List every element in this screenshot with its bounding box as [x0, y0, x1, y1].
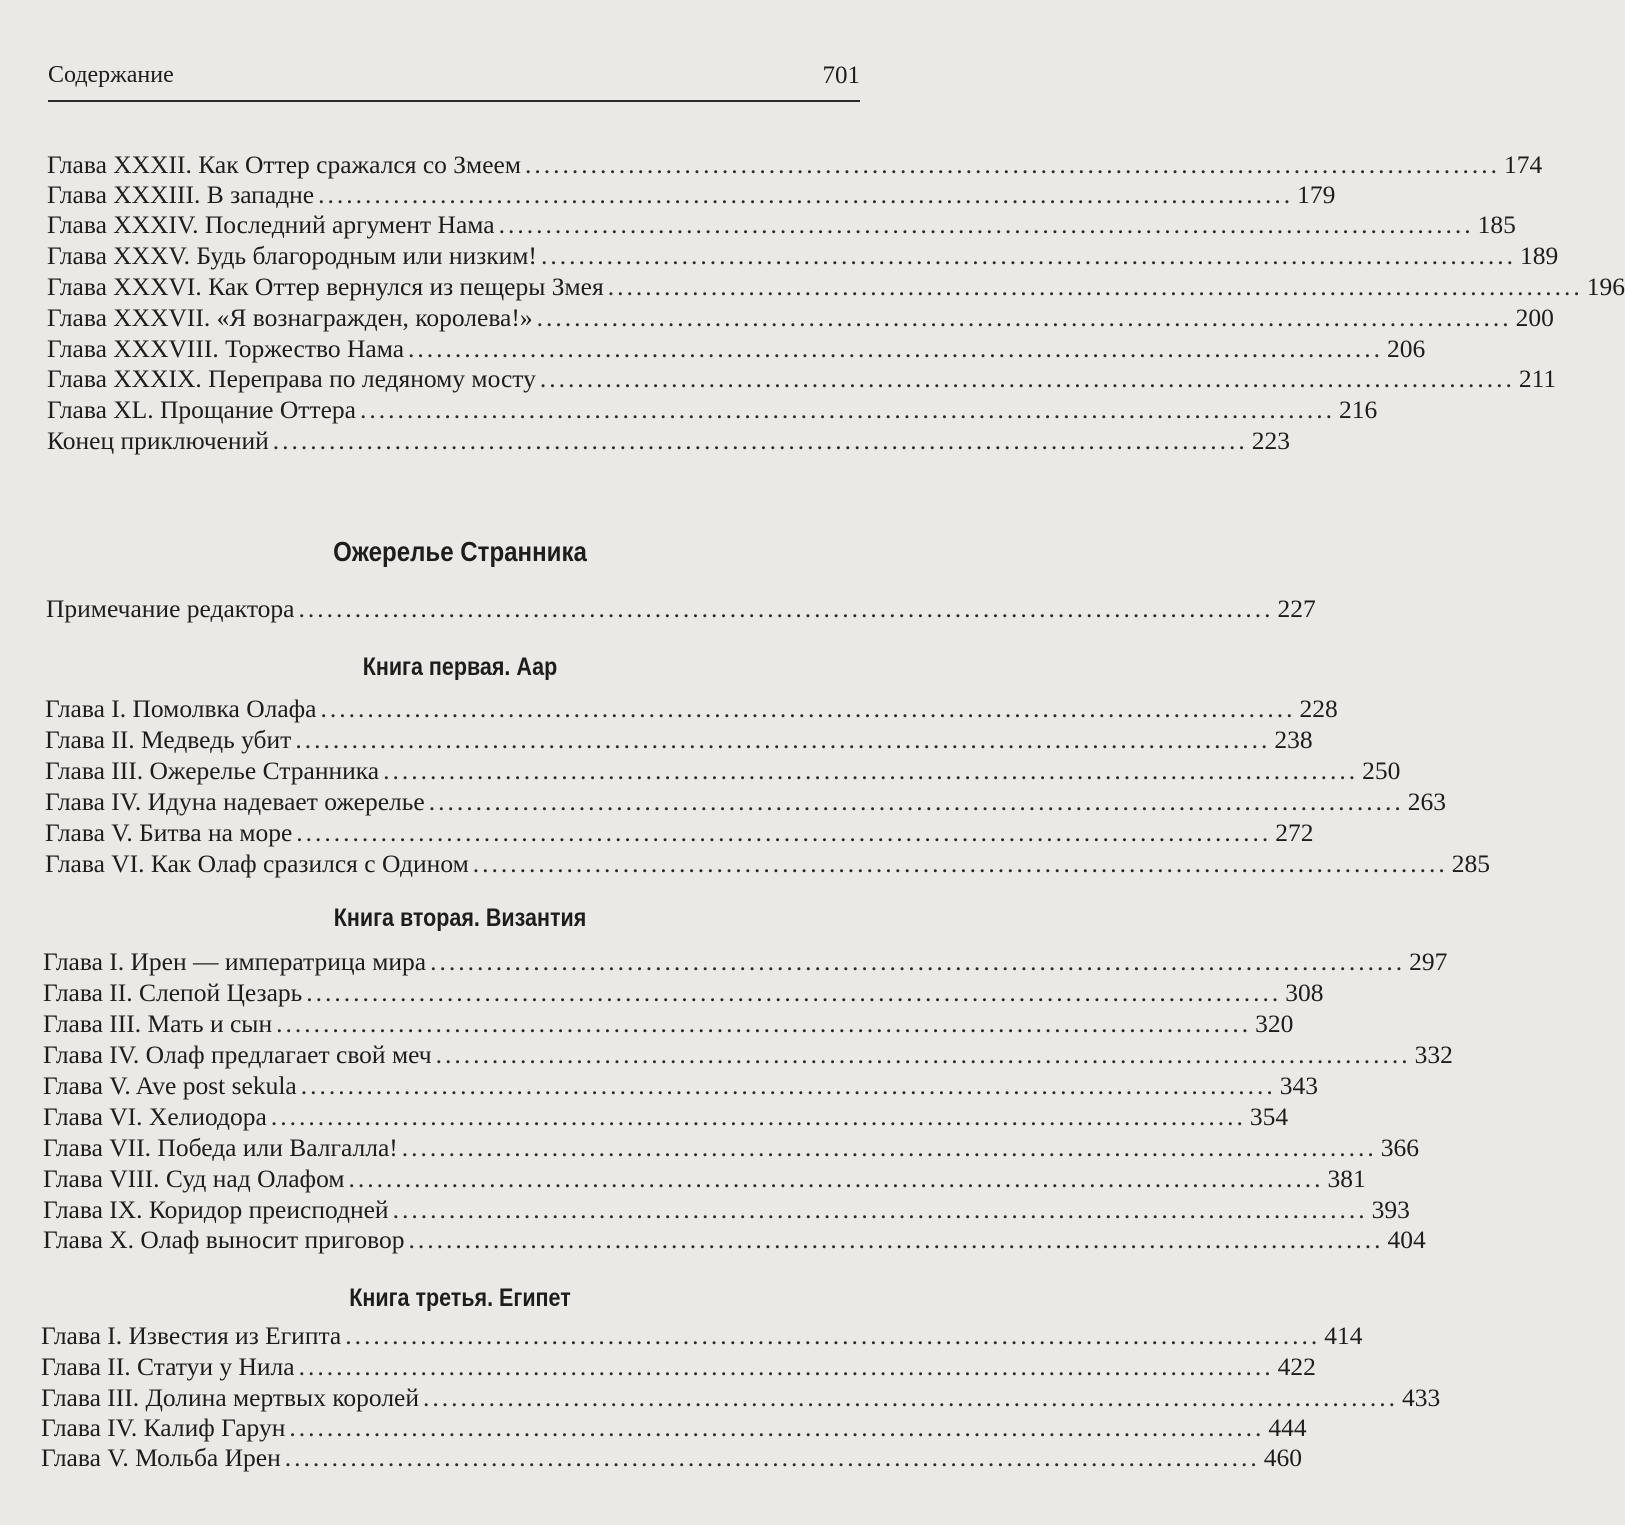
toc-leader-dots: ........................................................................................................	[498, 210, 1474, 239]
toc-entry-title: Глава IV. Калиф Гарун	[41, 1413, 286, 1442]
toc-entry-page: 206	[1387, 334, 1426, 363]
toc-entry[interactable]	[43, 978, 1324, 1008]
toc-entry[interactable]	[47, 395, 1378, 425]
toc-entry-page: 308	[1285, 978, 1324, 1007]
toc-entry-page: 366	[1380, 1133, 1420, 1162]
toc-entry[interactable]	[46, 594, 1316, 624]
toc-entry[interactable]	[45, 694, 1338, 724]
toc-leader-dots: ........................................................................................................	[392, 1195, 1368, 1224]
toc-entry[interactable]	[43, 1133, 1420, 1163]
toc-entry-title: Глава VII. Победа или Валгалла!	[43, 1133, 398, 1162]
toc-entry[interactable]	[41, 1383, 1441, 1413]
toc-leader-dots: ........................................................................................................	[359, 395, 1335, 424]
toc-entry-page: 422	[1277, 1352, 1316, 1381]
toc-entry-page: 343	[1279, 1071, 1318, 1100]
toc-leader-dots: ........................................................................................................	[430, 947, 1406, 976]
toc-entry-title: Глава XXXIV. Последний аргумент Нама	[47, 210, 495, 239]
toc-leader-dots: ........................................................................................................	[276, 1009, 1252, 1038]
toc-leader-dots: ........................................................................................................	[472, 849, 1448, 878]
toc-leader-dots: ........................................................................................................	[435, 1040, 1411, 1069]
toc-leader-dots: ........................................................................................................	[423, 1383, 1399, 1412]
toc-entry-title: Глава IX. Коридор преисподней	[43, 1195, 389, 1224]
header-page-number: 701	[822, 62, 860, 89]
toc-entry-title: Глава VI. Хелиодора	[43, 1102, 267, 1131]
toc-entry-page: 238	[1274, 725, 1313, 754]
toc-entry-title: Глава VIII. Суд над Олафом	[43, 1164, 345, 1193]
toc-entry[interactable]	[43, 1164, 1366, 1194]
toc-entry[interactable]	[43, 1225, 1426, 1255]
toc-entry[interactable]	[47, 241, 1559, 271]
toc-leader-dots: ........................................................................................................	[318, 180, 1294, 209]
toc-entry-page: 444	[1268, 1413, 1307, 1442]
toc-entry-title: Глава V. Мольба Ирен	[41, 1443, 281, 1472]
toc-leader-dots: ........................................................................................................	[408, 1225, 1384, 1254]
toc-leader-dots: ........................................................................................................	[284, 1443, 1260, 1472]
toc-entry-page: 263	[1407, 787, 1446, 816]
toc-entry-title: Глава XL. Прощание Оттера	[47, 395, 356, 424]
toc-entry-page: 179	[1297, 180, 1336, 209]
toc-leader-dots: ........................................................................................................	[272, 426, 1248, 455]
toc-entry-title: Конец приключений	[47, 426, 269, 455]
toc-entry-title: Глава V. Битва на море	[45, 818, 293, 847]
toc-entry-page: 223	[1251, 426, 1291, 455]
toc-leader-dots: ........................................................................................................	[401, 1133, 1377, 1162]
toc-entry[interactable]	[41, 1413, 1307, 1443]
toc-entry-title: Глава III. Долина мертвых королей	[41, 1383, 420, 1412]
toc-entry-page: 414	[1324, 1321, 1363, 1350]
toc-entry[interactable]	[47, 303, 1554, 333]
toc-entry-page: 196	[1586, 272, 1625, 301]
toc-entry-title: Глава XXXVI. Как Оттер вернулся из пещеры Змея	[47, 272, 604, 301]
toc-leader-dots: ........................................................................................................	[298, 594, 1274, 623]
toc-entry[interactable]	[47, 426, 1291, 456]
toc-entry[interactable]	[47, 364, 1557, 394]
toc-leader-dots: ........................................................................................................	[300, 1071, 1276, 1100]
toc-leader-dots: ........................................................................................................	[306, 978, 1282, 1007]
toc-entry-page: 381	[1327, 1164, 1366, 1193]
toc-entry-page: 433	[1402, 1383, 1441, 1412]
toc-entry-page: 211	[1518, 364, 1557, 393]
toc-entry[interactable]	[47, 180, 1336, 210]
toc-entry-title: Глава XXXIX. Переправа по ледяному мосту	[47, 364, 536, 393]
toc-entry-page: 189	[1519, 241, 1559, 270]
toc-entry[interactable]	[47, 334, 1426, 364]
toc-entry-title: Глава I. Ирен — императрица мира	[43, 947, 427, 976]
toc-entry-page: 250	[1362, 756, 1401, 785]
toc-entry[interactable]	[41, 1443, 1302, 1473]
toc-entry-title: Глава II. Медведь убит	[45, 725, 292, 754]
toc-entry[interactable]	[43, 947, 1448, 977]
toc-entry-page: 354	[1249, 1102, 1289, 1131]
book-heading: Книга вторая. Византия	[333, 904, 587, 932]
toc-entry-title: Глава XXXII. Как Оттер сражался со Змеем	[47, 150, 521, 179]
toc-leader-dots: ........................................................................................................	[298, 1352, 1274, 1381]
toc-entry[interactable]	[43, 1102, 1289, 1132]
toc-entry-page: 404	[1387, 1225, 1426, 1254]
toc-entry-title: Глава IV. Олаф предлагает свой меч	[43, 1040, 432, 1069]
toc-entry-page: 216	[1338, 395, 1378, 424]
toc-leader-dots: ........................................................................................................	[607, 272, 1583, 301]
toc-entry-page: 200	[1515, 303, 1554, 332]
toc-entry-title: Глава I. Известия из Египта	[41, 1321, 342, 1350]
toc-leader-dots: ........................................................................................................	[295, 725, 1271, 754]
book-heading: Книга первая. Аар	[362, 653, 558, 681]
toc-entry-page: 227	[1277, 594, 1316, 623]
toc-entry-page: 272	[1275, 818, 1314, 847]
toc-entry[interactable]	[45, 787, 1446, 817]
toc-entry-title: Глава XXXIII. В западне	[47, 180, 315, 209]
toc-leader-dots: ........................................................................................................	[428, 787, 1404, 816]
toc-entry[interactable]	[41, 1321, 1363, 1351]
toc-leader-dots: ........................................................................................................	[345, 1321, 1321, 1350]
novel-title: Ожерелье Странника	[333, 536, 587, 567]
toc-leader-dots: ........................................................................................................	[540, 241, 1516, 270]
toc-entry-page: 297	[1409, 947, 1448, 976]
toc-entry-page: 185	[1477, 210, 1516, 239]
toc-entry[interactable]	[43, 1040, 1453, 1070]
toc-entry-title: Глава II. Слепой Цезарь	[43, 978, 303, 1007]
toc-entry-page: 174	[1503, 150, 1543, 179]
toc-entry-page: 393	[1371, 1195, 1410, 1224]
toc-entry[interactable]	[43, 1009, 1294, 1039]
toc-entry-title: Глава V. Ave post sekula	[43, 1071, 297, 1100]
toc-entry[interactable]	[41, 1352, 1316, 1382]
toc-leader-dots: ........................................................................................................	[539, 364, 1515, 393]
toc-leader-dots: ........................................................................................................	[408, 334, 1384, 363]
toc-entry[interactable]	[45, 756, 1401, 786]
toc-entry-title: Глава IV. Идуна надевает ожерелье	[45, 787, 425, 816]
toc-entry-title: Глава II. Статуи у Нила	[41, 1352, 295, 1381]
toc-entry-title: Глава X. Олаф выносит приговор	[43, 1225, 405, 1254]
toc-entry-page: 320	[1255, 1009, 1294, 1038]
toc-leader-dots: ........................................................................................................	[289, 1413, 1265, 1442]
toc-entry-page: 228	[1299, 694, 1338, 723]
toc-entry-page: 285	[1451, 849, 1490, 878]
toc-entry[interactable]	[45, 725, 1313, 755]
toc-leader-dots: ........................................................................................................	[524, 150, 1500, 179]
toc-entry-title: Глава XXXV. Будь благородным или низким!	[47, 241, 537, 270]
toc-entry-title: Глава VI. Как Олаф сразился с Одином	[45, 849, 469, 878]
book-heading: Книга третья. Египет	[349, 1284, 571, 1312]
toc-leader-dots: ........................................................................................................	[296, 818, 1272, 847]
toc-entry[interactable]	[45, 818, 1314, 848]
toc-leader-dots: ........................................................................................................	[270, 1102, 1246, 1131]
toc-entry-title: Глава III. Ожерелье Странника	[45, 756, 380, 785]
toc-entry[interactable]	[47, 150, 1543, 180]
toc-entry[interactable]	[43, 1071, 1318, 1101]
toc-entry[interactable]	[47, 210, 1516, 240]
toc-entry-title: Глава XXXVII. «Я вознагражден, королева!»	[47, 303, 533, 332]
toc-entry-page: 332	[1414, 1040, 1453, 1069]
toc-leader-dots: ........................................................................................................	[348, 1164, 1324, 1193]
toc-entry-title: Глава XXXVIII. Торжество Нама	[47, 334, 405, 363]
toc-entry-page: 460	[1263, 1443, 1302, 1472]
toc-entry[interactable]	[47, 272, 1625, 302]
toc-entry-title: Примечание редактора	[46, 594, 295, 623]
toc-leader-dots: ........................................................................................................	[320, 694, 1296, 723]
header-title: Содержание	[48, 62, 174, 88]
toc-leader-dots: ........................................................................................................	[536, 303, 1512, 332]
toc-entry[interactable]	[43, 1195, 1410, 1225]
toc-entry[interactable]	[45, 849, 1490, 879]
toc-leader-dots: ........................................................................................................	[383, 756, 1359, 785]
toc-entry-title: Глава I. Помолвка Олафа	[45, 694, 317, 723]
toc-entry-title: Глава III. Мать и сын	[43, 1009, 273, 1038]
